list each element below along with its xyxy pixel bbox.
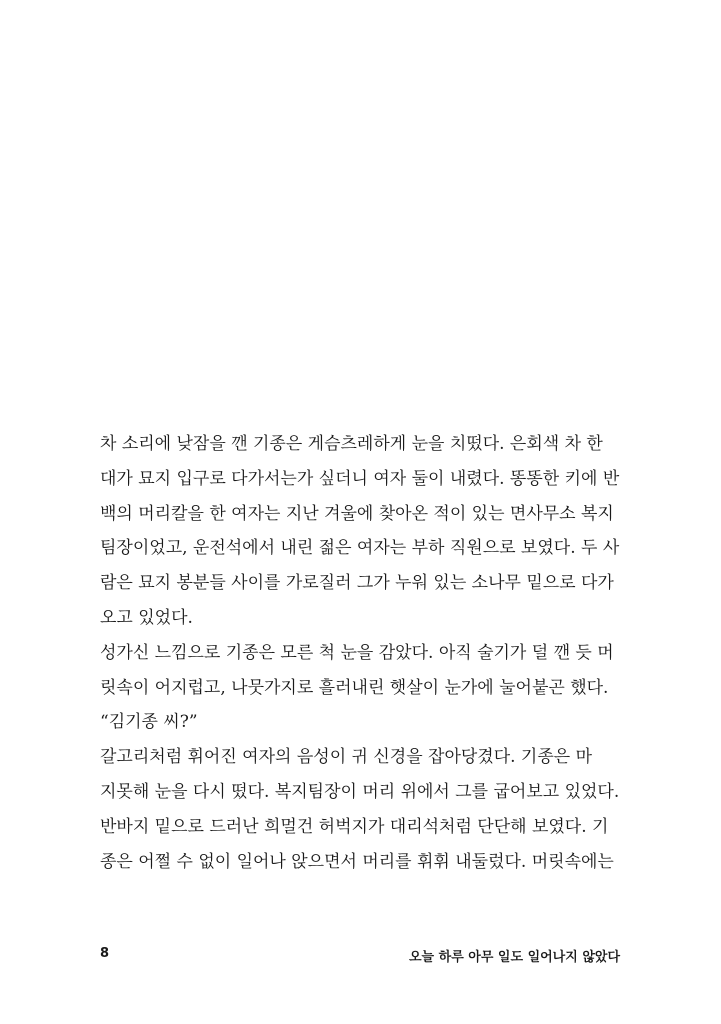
text-line: 오고 있었다.	[100, 607, 193, 628]
text-line: 대가 묘지 입구로 다가서는가 싶더니 여자 둘이 내렸다. 똥똥한 키에 반	[100, 468, 620, 489]
text-line: 성가신 느낌으로 기종은 모른 척 눈을 감았다. 아직 술기가 덜 깬 듯 머	[100, 642, 614, 663]
page-footer	[100, 946, 620, 966]
page-number: 8	[100, 946, 110, 961]
text-line: 지못해 눈을 다시 떴다. 복지팀장이 머리 위에서 그를 굽어보고 있었다.	[100, 781, 620, 802]
text-line: 차 소리에 낮잠을 깬 기종은 게슴츠레하게 눈을 치떴다. 은회색 차 한	[100, 434, 603, 454]
text-line: 갈고리처럼 휘어진 여자의 음성이 귀 신경을 잡아당겼다. 기종은 마	[100, 747, 593, 768]
text-line: 릿속이 어지럽고, 나뭇가지로 흘러내린 햇살이 눈가에 눌어붙곤 했다.	[100, 677, 609, 698]
body-text	[100, 427, 620, 879]
text-line: 반바지 밑으로 드러난 희멀건 허벅지가 대리석처럼 단단해 보였다. 기	[100, 816, 609, 837]
text-line: 람은 묘지 봉분들 사이를 가로질러 그가 누워 있는 소나무 밑으로 다가	[100, 573, 614, 594]
running-title: 오늘 하루 아무 일도 일어나지 않았다	[409, 950, 620, 965]
dialogue-line: “김기종 씨?”	[100, 712, 198, 733]
text-line: 팀장이었고, 운전석에서 내린 젊은 여자는 부하 직원으로 보였다. 두 사	[100, 538, 620, 559]
text-line: 백의 머리칼을 한 여자는 지난 겨울에 찾아온 적이 있는 면사무소 복지	[100, 503, 614, 524]
text-line: 종은 어쩔 수 없이 일어나 앉으면서 머리를 휘휘 내둘렀다. 머릿속에는	[100, 851, 614, 872]
